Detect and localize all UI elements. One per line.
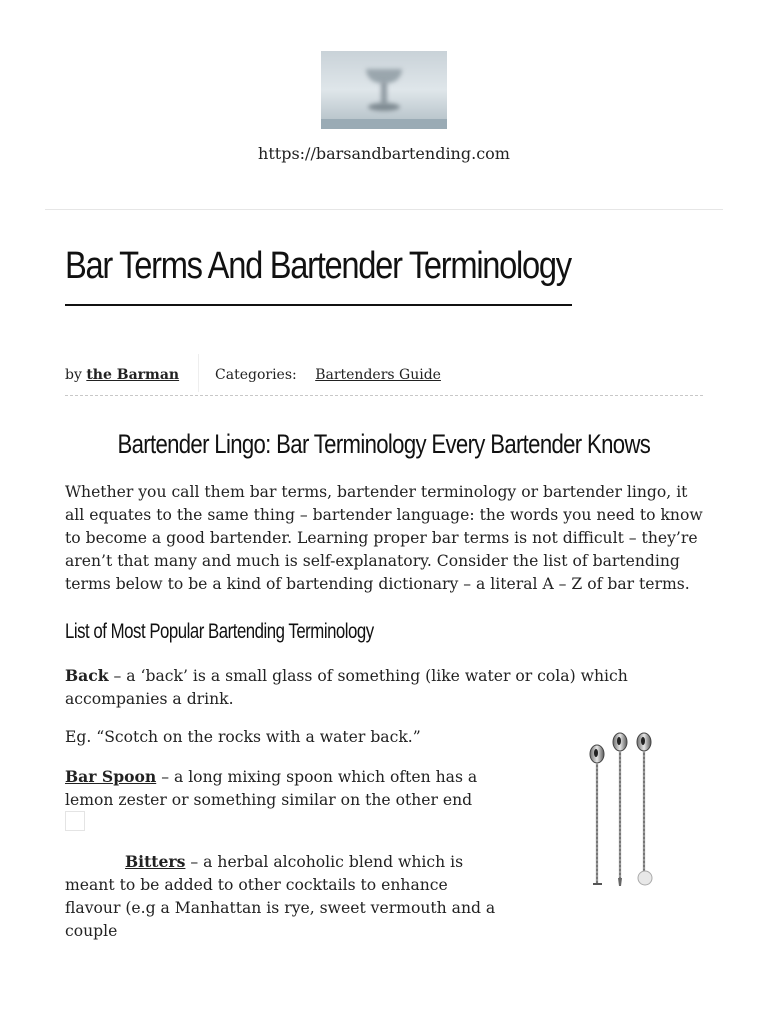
term-back-paragraph [65,664,685,711]
post-meta [65,356,441,394]
page-title: Bar Terms And Bartender Terminology [65,245,571,287]
bar-spoons-image [582,728,662,892]
site-logo[interactable] [321,51,447,129]
term-bar-spoon-definition: – a long mixing spoon which often has a lemon zester or something similar on the other end [65,768,478,809]
term-bar-spoon-paragraph [65,765,485,812]
title-underline [65,304,572,306]
meta-separator [198,354,199,392]
term-bitters-definition: – a herbal alcoholic blend which is meant to be added to other cocktails to enhance flavour (e.g a Manhattan is rye, sweet vermouth and a couple [65,853,496,940]
spoon-middle [613,733,627,886]
term-back: Back [65,666,109,685]
broken-image-placeholder [65,811,85,831]
term-back-definition: – a ‘back’ is a small glass of something (like water or cola) which accompanies a drink. [65,667,628,708]
section-heading: Bartender Lingo: Bar Terminology Every Bartender Knows [117,429,651,459]
categories-label: Categories: [215,367,297,383]
header-divider [45,209,723,210]
site-url[interactable]: https://barsandbartending.com [258,144,510,163]
term-bar-spoon-link[interactable]: Bar Spoon [65,767,157,786]
list-heading: List of Most Popular Bartending Terminology [65,620,374,643]
meta-divider [65,395,703,396]
by-label: by [65,367,82,383]
spoon-right [637,733,652,885]
spoon-left [590,745,604,885]
author-link[interactable]: the Barman [86,367,180,383]
intro-paragraph: Whether you call them bar terms, bartender terminology or bartender lingo, it all equates to the same thing – bartender language: the words you need to know to become a good bartender. Learning proper bar terms is not difficult – they’re aren’t that many and much is self-explanatory. Consider the list of bartending terms below to be a kind of bartending dictionary – a literal A – Z of bar terms. [65,483,703,593]
example-paragraph: Eg. “Scotch on the rocks with a water back.” [65,728,421,746]
category-link[interactable]: Bartenders Guide [315,367,441,383]
term-bitters-link[interactable]: Bitters [125,852,186,871]
term-bitters-paragraph [65,850,505,943]
